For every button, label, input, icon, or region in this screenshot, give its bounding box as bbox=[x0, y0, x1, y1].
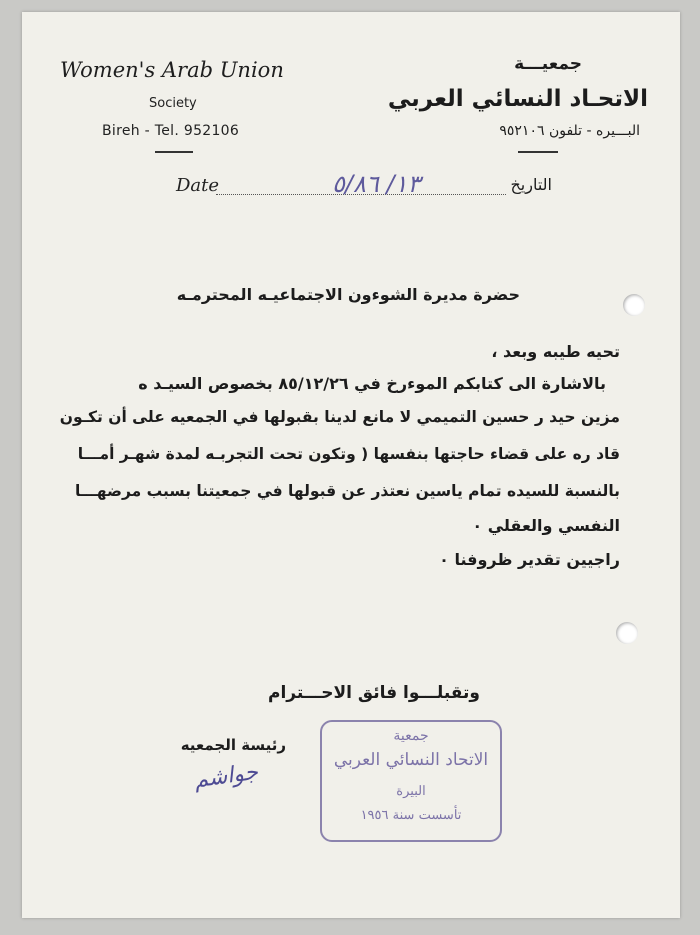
body-line-6: راجيين تقدير ظروفنا ٠ bbox=[439, 550, 620, 569]
greeting-line: تحيه طيبه وبعد ، bbox=[491, 342, 620, 361]
date-label-english: Date bbox=[176, 175, 220, 196]
body-line-5: النفسي والعقلي ٠ bbox=[472, 516, 620, 535]
org-name-english: Women's Arab Union bbox=[60, 58, 284, 82]
date-value: ١٣/ ٥/٨٦ bbox=[332, 170, 421, 198]
closing-line: وتقبلـــوا فائق الاحـــترام bbox=[267, 683, 480, 703]
punch-hole-bottom bbox=[616, 622, 638, 644]
stamp-line-3: البيرة bbox=[396, 784, 426, 799]
society-label-english: Society bbox=[149, 96, 197, 111]
body-line-1: بالاشارة الى كتابكم الموءرخ في ٨٥/١٢/٢٦ بخصوص السيـد ه bbox=[138, 374, 606, 393]
body-line-3: قاد ره على قضاء حاجتها بنفسها ( وتكون تحت التجربـه لمدة شهـر أمـــا bbox=[77, 445, 620, 463]
header-rule-right bbox=[518, 151, 558, 153]
punch-hole-top bbox=[623, 294, 645, 316]
address-arabic: البـــيره - تلفون ٩٥٢١٠٦ bbox=[499, 123, 640, 139]
stamp-line-1: جمعية bbox=[393, 728, 429, 744]
header-rule-left bbox=[155, 151, 193, 153]
addressee-line: حضرة مديرة الشوءون الاجتماعيـه المحترمـه bbox=[176, 285, 520, 304]
body-line-2: مزين حيد ر حسين التميمي لا مانع لدينا بقبولها في الجمعيه على أن تكـون bbox=[59, 408, 620, 426]
org-label-arabic: جمعيـــة bbox=[514, 54, 582, 74]
stamp-line-2: الاتحاد النسائي العربي bbox=[333, 750, 489, 770]
org-name-arabic: الاتحـاد النسائي العربي bbox=[387, 86, 648, 112]
handwritten-signature: جواشم bbox=[192, 759, 260, 794]
stamp-line-4: تأسست سنة ١٩٥٦ bbox=[360, 808, 462, 823]
address-english: Bireh - Tel. 952106 bbox=[102, 123, 240, 139]
organization-stamp bbox=[320, 720, 502, 842]
letter-sheet bbox=[22, 12, 680, 918]
body-line-4: بالنسبة للسيده تمام ياسين نعتذر عن قبولها في جمعيتنا بسبب مرضهـــا bbox=[75, 482, 620, 500]
signatory-title: رئيسة الجمعيه bbox=[180, 736, 286, 754]
date-label-arabic: التاريخ bbox=[510, 175, 552, 194]
